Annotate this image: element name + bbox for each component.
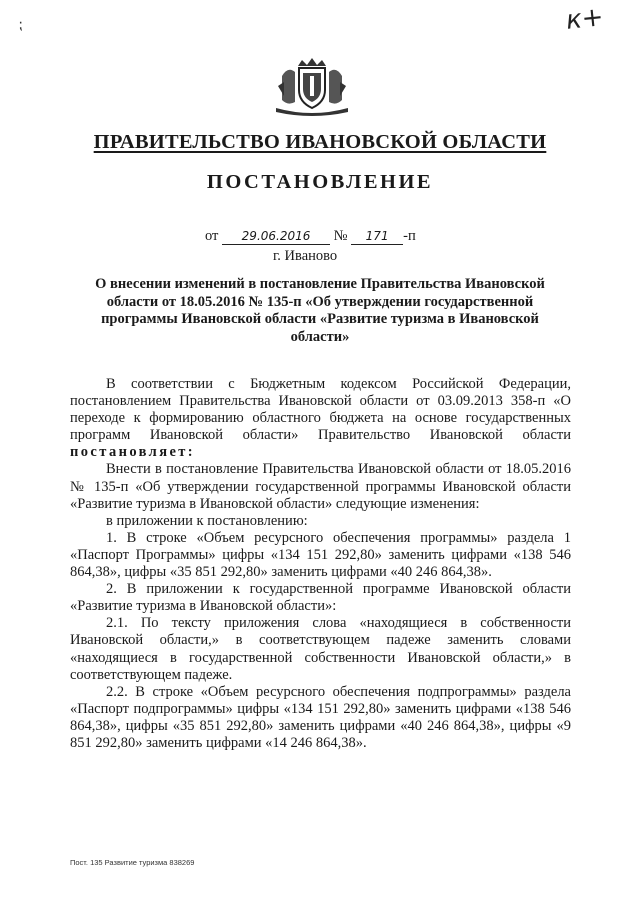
resolution-body xyxy=(70,376,571,752)
decree-word: постановляет: xyxy=(70,444,196,461)
number-label: № xyxy=(333,228,348,244)
paragraph-item-1: 1. В строке «Объем ресурсного обеспечения программы» раздела 1 «Паспорт Программы» цифры «134 151 292,80» заменить цифрами «138 546 864,38», цифры «35 851 292,80» заменить цифрами «40 246 864,38». xyxy=(70,529,571,581)
paragraph-item-2-1: 2.1. По тексту приложения слова «находящиеся в собственности Ивановской области,» в соответствующем падеже заменить словами «находящиеся в государственной собственности Ивановской области,» в соответствующем падеже. xyxy=(70,615,571,683)
document-type-title: ПОСТАНОВЛЕНИЕ xyxy=(206,171,434,193)
organization-title: ПРАВИТЕЛЬСТВО ИВАНОВСКОЙ ОБЛАСТИ xyxy=(93,131,547,153)
number-suffix: -п xyxy=(403,228,416,244)
paragraph-preamble xyxy=(70,376,571,461)
corner-mark: ⁏ xyxy=(18,16,23,32)
footer-reference: Пост. 135 Развитие туризма 838269 xyxy=(70,858,195,867)
date-from-label: от xyxy=(205,228,219,244)
paragraph-resolve: Внести в постановление Правительства Ивановской области от 18.05.2016 № 135-п «Об утверждении государственной программы Ивановской области «Развитие туризма в Ивановской области» следующие изменения: xyxy=(70,461,571,512)
paragraph-item-2: 2. В приложении к государственной программе Ивановской области «Развитие туризма в Ивановской области»: xyxy=(70,581,571,615)
paragraph-appendix-intro: в приложении к постановлению: xyxy=(106,512,308,529)
date-number-line xyxy=(205,228,416,245)
date-handwritten-value: 29.06.2016 xyxy=(222,228,330,245)
coat-of-arms-emblem xyxy=(268,56,356,118)
number-handwritten-value: 171 xyxy=(351,228,403,245)
handwritten-note: к+ xyxy=(564,2,605,36)
city-label: г. Иваново xyxy=(273,248,338,264)
resolution-heading: О внесении изменений в постановление Правительства Ивановской области от 18.05.2016 № 135-п «Об утверждении государственной программы Ивановской области «Развитие туризма в Ивановской области» xyxy=(95,276,545,345)
paragraph-item-2-2: 2.2. В строке «Объем ресурсного обеспечения подпрограммы» раздела «Паспорт подпрограммы» цифры «134 151 292,80» заменить цифрами «138 546 864,38», цифры «35 851 292,80» заменить цифрами «40 246 864,38», цифры «9 851 292,80» заменить цифрами «14 246 864,38». xyxy=(70,683,571,751)
preamble-text: В соответствии с Бюджетным кодексом Российской Федерации, постановлением Правительства Ивановской области от 03.09.2013 358-п «О переходе к формированию областного бюджета на основе государственных программ Ивановской области» Правительство Ивановской области xyxy=(70,376,571,444)
